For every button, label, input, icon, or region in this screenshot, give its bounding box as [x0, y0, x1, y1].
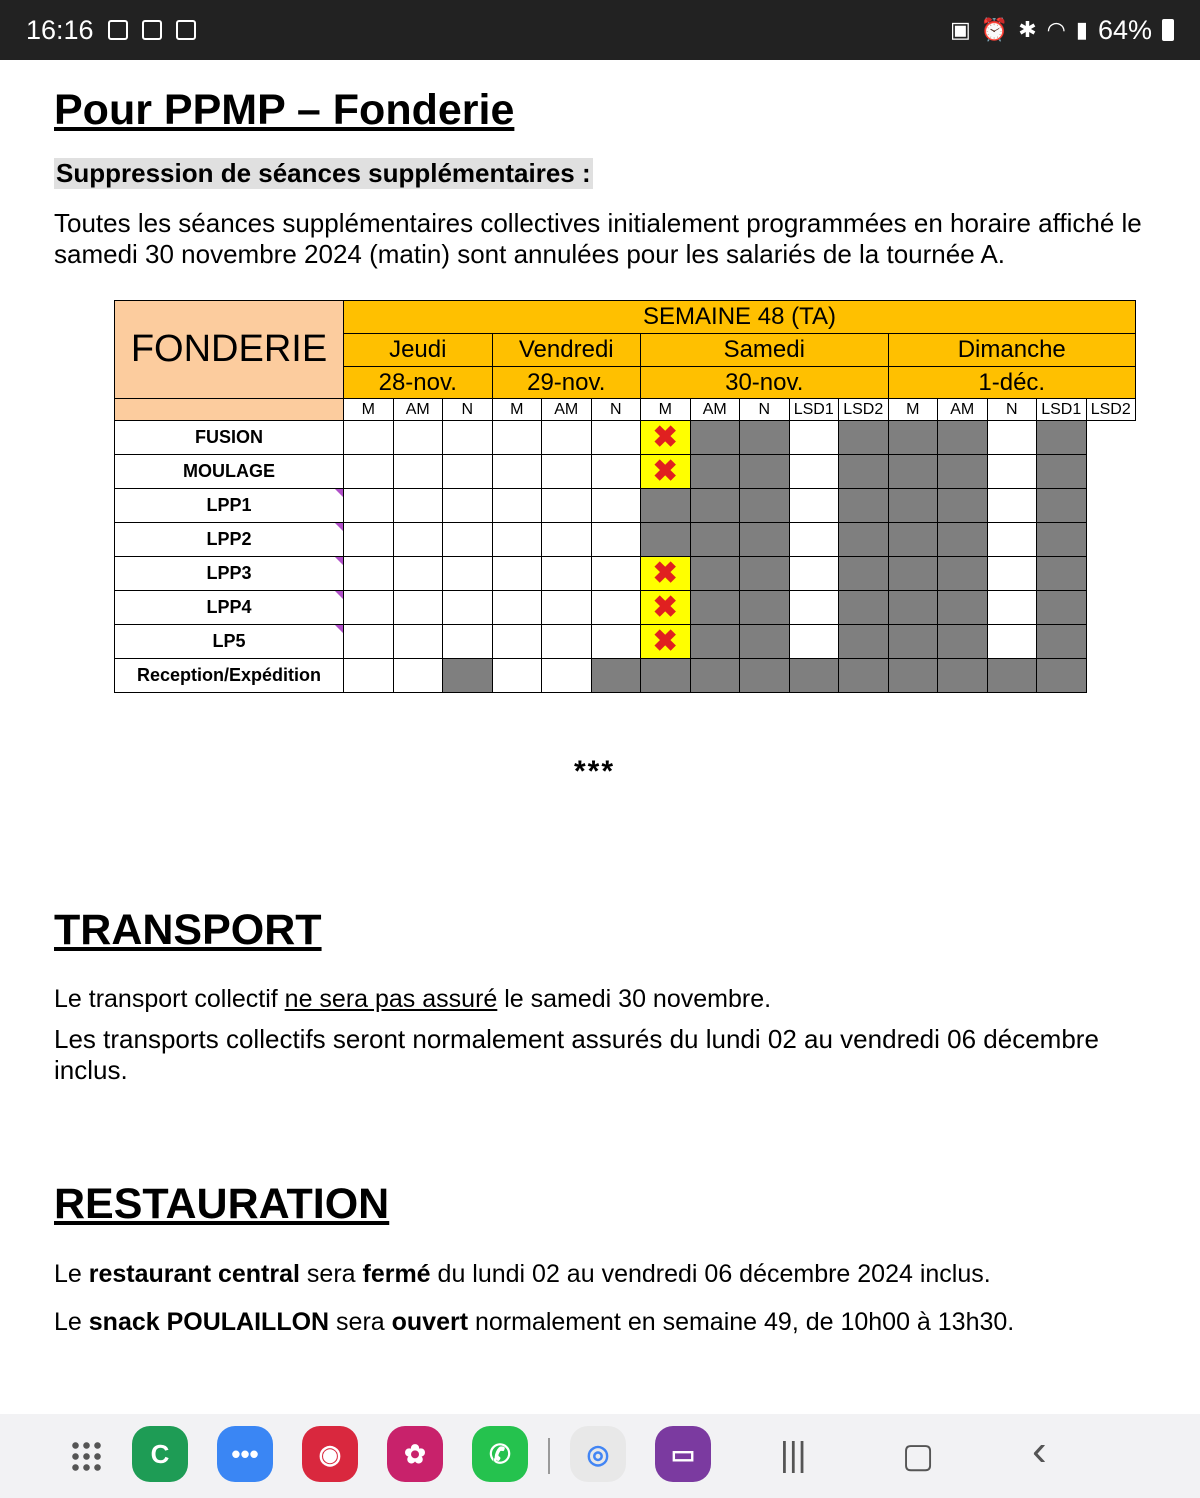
shift-cell-closed [888, 421, 938, 455]
shift-cell-open [492, 489, 542, 523]
shift-cell-closed [690, 455, 740, 489]
shift-cell-open [987, 455, 1037, 489]
shift-cell-closed [839, 557, 889, 591]
shift-cell-closed [641, 489, 691, 523]
shift-cell-closed [888, 455, 938, 489]
date-header: 28-nov. [344, 367, 493, 399]
r2-c: sera [329, 1308, 392, 1336]
day-header: Dimanche [888, 334, 1136, 367]
shift-cell-closed [690, 591, 740, 625]
r1-d: fermé [362, 1260, 431, 1288]
shift-header: AM [938, 399, 988, 421]
shift-cell-open [344, 455, 394, 489]
shift-cell-closed [740, 455, 790, 489]
separator-stars: *** [574, 755, 616, 788]
shift-cell-closed [987, 659, 1037, 693]
shift-cell-open [393, 455, 443, 489]
shift-cell-open [789, 625, 839, 659]
shift-cell-open [542, 557, 592, 591]
transport-heading: TRANSPORT [54, 906, 322, 954]
row-label-text: Reception/Expédition [136, 665, 322, 685]
table-row [115, 591, 1136, 625]
shift-cell-open [443, 421, 493, 455]
shift-header: M [641, 399, 691, 421]
shift-cell-closed [789, 659, 839, 693]
battery-saver-icon: ▣ [950, 17, 971, 42]
shift-cell-open [443, 625, 493, 659]
shift-cell-open [492, 523, 542, 557]
shift-cell-open [542, 591, 592, 625]
transport-emphasis: ne sera pas assuré [284, 985, 498, 1013]
shift-cell-open [393, 489, 443, 523]
shift-cell-closed [839, 455, 889, 489]
signal-icon: ▮ [1075, 17, 1088, 42]
shift-cell-open [393, 523, 443, 557]
table-row [115, 557, 1136, 591]
home-button[interactable]: ▢ [902, 1437, 935, 1475]
page-title: Pour PPMP – Fonderie [54, 86, 515, 134]
table-row [115, 421, 1136, 455]
shift-header: N [987, 399, 1037, 421]
intro-paragraph [54, 208, 1196, 270]
row-label-text: LPP2 [206, 529, 252, 549]
row-label-text: LP5 [212, 631, 246, 651]
cancel-x-icon: ✖ [652, 454, 678, 488]
shift-header: AM [393, 399, 443, 421]
outlook-icon [142, 20, 162, 40]
shift-cell-open [393, 421, 443, 455]
restauration-line-2 [54, 1308, 1014, 1337]
comment-marker-icon [335, 489, 343, 497]
shift-cell-closed [888, 489, 938, 523]
shift-cell-open [393, 659, 443, 693]
row-label [115, 489, 344, 523]
shift-cell-open [393, 557, 443, 591]
restauration-line-1 [54, 1260, 991, 1289]
camera-app-icon[interactable]: ◉ [302, 1426, 358, 1482]
row-label [115, 421, 344, 455]
shift-cell-closed [1037, 659, 1087, 693]
shift-cell-cancelled [641, 591, 691, 625]
shift-header: AM [542, 399, 592, 421]
transport-text-end: le samedi 30 novembre. [497, 985, 772, 1013]
shift-cell-closed [839, 659, 889, 693]
day-header: Samedi [641, 334, 889, 367]
shift-header: N [443, 399, 493, 421]
shift-cell-closed [740, 625, 790, 659]
transport-line-2b: inclus. [54, 1055, 128, 1085]
transport-line-1 [54, 985, 771, 1014]
shift-cell-closed [938, 421, 988, 455]
shift-cell-open [393, 591, 443, 625]
table-row [115, 659, 1136, 693]
shift-cell-open [987, 489, 1037, 523]
shift-cell-open [542, 523, 592, 557]
row-label-text: MOULAGE [183, 461, 275, 481]
shift-cell-open [344, 489, 394, 523]
shift-cell-open [542, 455, 592, 489]
transport-line-2a: Les transports collectifs seront normalement assurés du lundi 02 au vendredi 06 décembre [54, 1024, 1099, 1054]
shift-cell-closed [690, 625, 740, 659]
shift-cell-closed [690, 421, 740, 455]
day-header: Jeudi [344, 334, 493, 367]
shift-cell-open [443, 523, 493, 557]
date-header: 29-nov. [492, 367, 641, 399]
row-label-text: LPP3 [206, 563, 252, 583]
shift-cell-open [591, 557, 641, 591]
battery-percent: 64% [1097, 14, 1152, 45]
shift-header: M [344, 399, 394, 421]
table-row [115, 523, 1136, 557]
shift-cell-closed [740, 591, 790, 625]
shift-cell-closed [591, 659, 641, 693]
table-row [115, 489, 1136, 523]
comment-marker-icon [335, 625, 343, 633]
shift-cell-closed [1037, 625, 1087, 659]
gallery-icon [108, 20, 128, 40]
row-label [115, 523, 344, 557]
shift-cell-open [591, 455, 641, 489]
intro-line-2: samedi 30 novembre 2024 (matin) sont annulées pour les salariés de la tournée A. [54, 239, 1006, 269]
shift-cell-closed [641, 523, 691, 557]
shift-cell-open [591, 523, 641, 557]
shift-cell-open [393, 625, 443, 659]
shift-cell-open [542, 659, 592, 693]
shift-header: M [492, 399, 542, 421]
shift-cell-open [443, 489, 493, 523]
r2-b: snack POULAILLON [88, 1308, 330, 1336]
shift-cell-open [492, 455, 542, 489]
shift-header: LSD2 [839, 399, 889, 421]
row-label-text: FUSION [194, 427, 263, 447]
comment-marker-icon [335, 523, 343, 531]
shift-header: N [591, 399, 641, 421]
shift-cell-open [987, 557, 1037, 591]
shift-cell-open [492, 557, 542, 591]
shift-cell-open [591, 421, 641, 455]
shift-header: M [888, 399, 938, 421]
shift-cell-open [789, 591, 839, 625]
cancel-x-icon: ✖ [652, 420, 678, 454]
row-label-text: LPP4 [206, 597, 252, 617]
shift-cell-closed [839, 421, 889, 455]
shift-cell-closed [938, 557, 988, 591]
section-subheading: Suppression de séances supplémentaires : [56, 158, 591, 188]
transport-paragraph [54, 1024, 1196, 1086]
shift-cell-closed [938, 455, 988, 489]
whatsapp-app-icon[interactable]: ✆ [472, 1426, 528, 1482]
shift-cell-closed [888, 523, 938, 557]
shift-cell-open [789, 421, 839, 455]
shift-cell-closed [690, 489, 740, 523]
shift-header: LSD2 [1086, 399, 1136, 421]
r2-a: Le [54, 1308, 89, 1336]
shift-cell-closed [839, 625, 889, 659]
r1-a: Le [54, 1260, 89, 1288]
r1-e: du lundi 02 au vendredi 06 décembre 2024 inclus. [430, 1260, 991, 1288]
shift-cell-closed [740, 421, 790, 455]
shift-cell-open [789, 523, 839, 557]
comment-marker-icon [335, 557, 343, 565]
table-row [115, 455, 1136, 489]
date-header: 30-nov. [641, 367, 889, 399]
shift-cell-open [542, 421, 592, 455]
shift-cell-closed [1037, 523, 1087, 557]
back-button[interactable]: ‹ [1032, 1426, 1047, 1475]
shift-cell-open [987, 591, 1037, 625]
row-label [115, 625, 344, 659]
shift-cell-open [987, 523, 1037, 557]
row-label [115, 455, 344, 489]
status-bar [0, 0, 1200, 60]
cancel-x-icon: ✖ [652, 624, 678, 658]
shift-cell-open [443, 455, 493, 489]
app-drawer-icon[interactable] [70, 1440, 102, 1472]
shift-cell-closed [443, 659, 493, 693]
bluetooth-icon: ✱ [1018, 17, 1037, 42]
shift-cell-closed [839, 489, 889, 523]
shift-cell-open [443, 557, 493, 591]
cancel-x-icon: ✖ [652, 556, 678, 590]
shift-cell-closed [938, 591, 988, 625]
shift-cell-open [492, 421, 542, 455]
shift-cell-open [492, 625, 542, 659]
alarm-icon: ⏰ [980, 17, 1009, 42]
shift-cell-open [344, 659, 394, 693]
shift-cell-cancelled [641, 455, 691, 489]
shift-cell-open [789, 489, 839, 523]
shift-cell-closed [740, 659, 790, 693]
dock-separator [548, 1438, 550, 1474]
messages-app-icon[interactable]: ••• [217, 1426, 273, 1482]
shift-cell-closed [740, 523, 790, 557]
table-row [115, 625, 1136, 659]
shift-cell-closed [888, 591, 938, 625]
shift-cell-open [443, 591, 493, 625]
shift-cell-closed [888, 557, 938, 591]
shift-header: N [740, 399, 790, 421]
shift-cell-open [789, 557, 839, 591]
intro-line-1: Toutes les séances supplémentaires collectives initialement programmées en horaire affiché le [54, 208, 1142, 238]
r2-d: ouvert [391, 1308, 469, 1336]
restauration-heading: RESTAURATION [54, 1180, 390, 1228]
shift-cell-closed [1037, 421, 1087, 455]
shift-header: AM [690, 399, 740, 421]
shift-cell-open [344, 625, 394, 659]
schedule-table [114, 300, 1136, 693]
shift-cell-open [542, 489, 592, 523]
shift-cell-closed [888, 659, 938, 693]
row-label [115, 557, 344, 591]
shift-cell-open [344, 523, 394, 557]
shift-cell-closed [1037, 455, 1087, 489]
status-time: 16:16 [26, 14, 94, 45]
recents-button[interactable]: ||| [780, 1436, 807, 1474]
battery-icon [1162, 19, 1174, 41]
table-corner-label: FONDERIE [115, 301, 344, 399]
shift-cell-closed [1037, 489, 1087, 523]
shift-cell-closed [839, 523, 889, 557]
shift-cell-closed [938, 659, 988, 693]
row-label-text: LPP1 [206, 495, 252, 515]
shift-cell-closed [888, 625, 938, 659]
navigation-bar [0, 1414, 1200, 1498]
shift-cell-cancelled [641, 557, 691, 591]
shift-cell-open [987, 421, 1037, 455]
phone-app-icon[interactable]: C [132, 1426, 188, 1482]
shift-cell-closed [740, 489, 790, 523]
comment-marker-icon [335, 591, 343, 599]
shift-cell-closed [938, 625, 988, 659]
shift-cell-open [344, 421, 394, 455]
shift-cell-open [542, 625, 592, 659]
week-header: SEMAINE 48 (TA) [344, 301, 1136, 334]
transport-text: Le transport collectif [54, 985, 285, 1013]
shift-cell-closed [938, 523, 988, 557]
r1-c: sera [299, 1260, 363, 1288]
r1-b: restaurant central [88, 1260, 300, 1288]
shift-cell-closed [1037, 591, 1087, 625]
row-label [115, 591, 344, 625]
shift-cell-open [492, 659, 542, 693]
shift-cell-open [591, 489, 641, 523]
r2-e: normalement en semaine 49, de 10h00 à 13h30. [468, 1308, 1015, 1336]
shift-cell-closed [1037, 557, 1087, 591]
shift-cell-open [344, 591, 394, 625]
shift-cell-open [987, 625, 1037, 659]
shift-cell-open [344, 557, 394, 591]
shift-cell-closed [641, 659, 691, 693]
shift-cell-cancelled [641, 421, 691, 455]
wifi-icon: ◠ [1046, 17, 1066, 42]
shift-cell-closed [690, 557, 740, 591]
row-label [115, 659, 344, 693]
shift-cell-closed [690, 659, 740, 693]
blossom-app-icon[interactable]: ✿ [387, 1426, 443, 1482]
shift-cell-open [591, 591, 641, 625]
cancel-x-icon: ✖ [652, 590, 678, 624]
day-header: Vendredi [492, 334, 641, 367]
date-header: 1-déc. [888, 367, 1136, 399]
shift-header: LSD1 [789, 399, 839, 421]
riso-app-icon[interactable]: ▭ [655, 1426, 711, 1482]
shift-cell-open [591, 625, 641, 659]
shift-cell-closed [690, 523, 740, 557]
shift-cell-closed [839, 591, 889, 625]
shift-cell-open [789, 455, 839, 489]
table-corner-fill [115, 399, 344, 421]
shift-cell-open [492, 591, 542, 625]
chrome-app-icon[interactable]: ◎ [570, 1426, 626, 1482]
shift-cell-closed [740, 557, 790, 591]
office-icon [176, 20, 196, 40]
shift-cell-closed [938, 489, 988, 523]
shift-header: LSD1 [1037, 399, 1087, 421]
shift-cell-cancelled [641, 625, 691, 659]
